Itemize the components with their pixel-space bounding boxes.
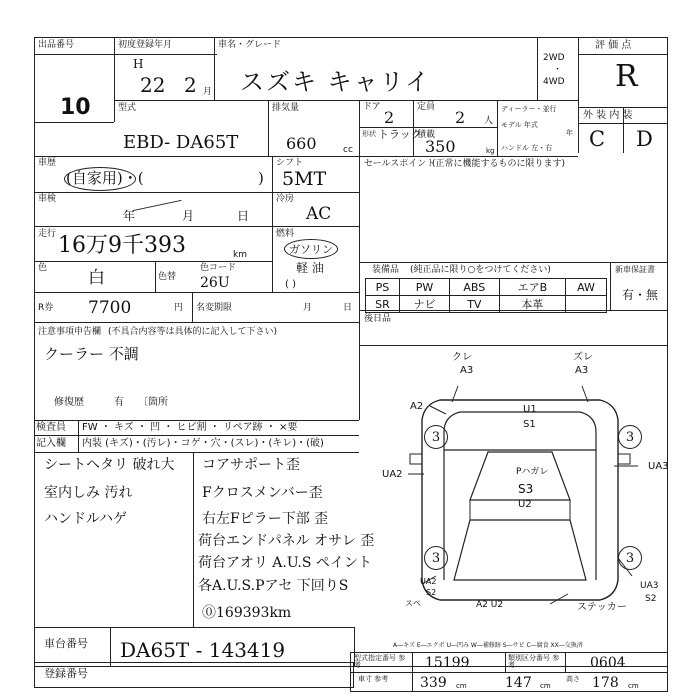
inspection-day: 日 xyxy=(237,209,250,223)
fuel-label: 燃料 xyxy=(276,229,295,239)
history-label: 車歴 xyxy=(38,158,57,168)
inspection-year: 年 xyxy=(123,209,136,223)
reg-number-label: 登録番号 xyxy=(44,667,88,680)
equip-aw: AW xyxy=(566,279,607,296)
dmg-a3-right: A3 xyxy=(575,365,589,376)
chassis-number: DA65T - 143419 xyxy=(120,638,286,662)
tire-rear-left: 3 xyxy=(424,546,448,570)
kg-unit: kg xyxy=(486,147,495,155)
load-label: 積載 xyxy=(417,130,436,140)
note-pillar: 右左Fピラー下部 歪 xyxy=(202,511,329,527)
entry-label: 記入欄 xyxy=(36,438,66,449)
ext-int-label: 外 装 内 装 xyxy=(583,110,633,121)
width-unit: cm xyxy=(540,682,551,690)
recycle-label: R券 xyxy=(38,303,54,313)
name-change-day: 日 xyxy=(343,303,353,313)
year-unit: 年 xyxy=(566,129,573,137)
dmg-sticker-right: ステッカー xyxy=(577,602,627,613)
repair-label: 修復歴 xyxy=(54,397,84,408)
dmg-spe: スペ xyxy=(405,599,421,608)
equip-empty xyxy=(566,296,607,313)
repair-value: 有 xyxy=(114,397,124,408)
drive-4wd: 4WD xyxy=(543,77,565,87)
capacity: 2 xyxy=(455,108,466,127)
body-shape: トラック xyxy=(378,128,422,141)
drive-2wd: 2WD xyxy=(543,53,565,63)
mileage-label: 走行 xyxy=(38,229,57,239)
equip-navi: ナビ xyxy=(399,296,449,313)
equipment-hint: (純正品に限り○をつけてください) xyxy=(410,265,551,275)
doors-label: ドア xyxy=(363,102,381,112)
load-capacity: 350 xyxy=(425,137,456,156)
lot-number: 10 xyxy=(60,95,91,120)
aircon-value: AC xyxy=(306,204,332,224)
dmg-u1: U1 xyxy=(523,404,537,415)
equipment-label: 装備品 xyxy=(372,265,400,275)
category-number: 0604 xyxy=(590,655,626,671)
score: R xyxy=(615,59,638,94)
equip-leather: 本革 xyxy=(499,296,565,313)
inspection-label: 車検 xyxy=(38,194,57,204)
fuel-diesel: 軽 油 xyxy=(296,261,324,275)
drive-dot: ・ xyxy=(553,65,563,75)
handle-label: ハンドル 左・右 xyxy=(501,144,553,152)
equip-tv: TV xyxy=(449,296,499,313)
doors: 2 xyxy=(384,108,395,127)
note-each: 各A.U.S.Pアセ 下回りS xyxy=(198,578,349,594)
repair-location: 〔箇所 xyxy=(138,397,168,408)
dealer-label: ディーラー・並行 xyxy=(501,105,557,113)
after-label: 後日品 xyxy=(364,314,392,324)
note-handle: ハンドルハゲ xyxy=(44,511,128,527)
person-unit: 人 xyxy=(484,116,494,126)
displacement-label: 排気量 xyxy=(272,103,300,113)
equip-abs: ABS xyxy=(449,279,499,296)
fuel-other: ( ) xyxy=(285,279,296,290)
dmg-s2-left: S2 xyxy=(426,588,437,597)
dmg-ua3-right: UA3 xyxy=(648,461,669,472)
dmg-p-hagare: Pハガレ xyxy=(516,467,549,477)
dmg-kure: クレ xyxy=(452,352,472,363)
first-reg-label: 初度登録年月 xyxy=(118,40,173,50)
car-name: スズキ キャリイ xyxy=(240,68,431,96)
dmg-a3-left: A3 xyxy=(460,365,474,376)
check-items: FW ・ キズ ・ 凹 ・ ヒビ割 ・ リペア跡 ・ ×要 xyxy=(82,422,298,433)
dmg-s3: S3 xyxy=(518,482,534,496)
note-aori: 荷台アオリ A.U.S ペイント xyxy=(198,555,372,571)
width-value: 147 xyxy=(505,675,532,691)
capacity-label: 定員 xyxy=(417,102,436,112)
note-core-support: コアサポート歪 xyxy=(202,457,300,473)
history-close: ) xyxy=(258,169,264,187)
color-change-label: 色替 xyxy=(158,272,177,282)
length-value: 339 xyxy=(420,675,447,691)
type-label: 型式 xyxy=(118,103,137,113)
height-unit: cm xyxy=(628,682,639,690)
note-end-panel: 荷台エンドパネル オサレ 歪 xyxy=(198,533,375,549)
yen-unit: 円 xyxy=(174,303,184,313)
type-spec-number: 15199 xyxy=(425,655,470,671)
mileage-value: 16万9千393 xyxy=(58,233,186,258)
score-label: 評 価 点 xyxy=(595,40,632,51)
model-year-label: モデル 年式 xyxy=(501,121,538,129)
reg-month: 2 xyxy=(184,73,197,97)
tire-front-left: 3 xyxy=(424,425,448,449)
color-value: 白 xyxy=(88,268,105,288)
equipment-row-2 xyxy=(366,296,607,313)
equip-pw: PW xyxy=(399,279,449,296)
dims-label: 車寸 参考 xyxy=(358,675,389,683)
reg-number-box xyxy=(34,662,354,688)
km-unit: km xyxy=(233,250,247,260)
warranty-label: 新車保証書 xyxy=(615,265,655,274)
model-label: 車名・グレード xyxy=(218,40,282,50)
shape-label: 形状 xyxy=(362,130,376,138)
dmg-zure: ズレ xyxy=(573,352,593,363)
shift-label: シフト xyxy=(276,158,304,168)
aircon-label: 冷房 xyxy=(276,194,295,204)
dmg-u2: U2 xyxy=(518,499,532,510)
inspection-month: 月 xyxy=(182,209,195,223)
era: H xyxy=(133,57,144,71)
sales-point-hint: (正常に機能するものに限ります) xyxy=(432,159,566,169)
dmg-ua2-left: UA2 xyxy=(382,469,403,480)
category-label: 類別区分番号 参考 xyxy=(508,654,560,669)
fuel-gasoline: ガソリン xyxy=(284,239,338,259)
dmg-a2-front: A2 xyxy=(410,401,424,412)
dmg-ua3-rear: UA3 xyxy=(640,581,659,591)
dmg-s1: S1 xyxy=(523,419,536,430)
month-unit: 月 xyxy=(203,87,213,97)
notice-label: 注意事項申告欄 xyxy=(38,327,102,337)
tire-front-right: 3 xyxy=(618,425,642,449)
recycle-fee: 7700 xyxy=(88,298,132,318)
displacement: 660 xyxy=(286,134,317,153)
type-spec-label: 型式指定番号 参考 xyxy=(354,654,406,669)
note-seat: シートヘタリ 破れ大 xyxy=(44,457,175,473)
chassis-label: 車台番号 xyxy=(44,637,88,650)
interior-grade: D xyxy=(636,127,653,151)
exterior-grade: C xyxy=(589,127,606,151)
history-circle xyxy=(64,167,136,191)
equipment-row-1 xyxy=(366,279,607,296)
equip-sr: SR xyxy=(366,296,400,313)
damage-legend: A―キズ E―エクボ U―凹み W―補修跡 S―サビ C―腐食 XX―交換済 xyxy=(393,642,583,649)
height-value: 178 xyxy=(592,675,619,691)
check-label: 検査員 xyxy=(36,422,66,433)
model-type: EBD- DA65T xyxy=(123,132,239,153)
note-odometer: ⓪169393km xyxy=(202,605,292,621)
dmg-a2-u2-rear: A2 U2 xyxy=(476,600,504,610)
sales-point-label: セールスポイント xyxy=(364,159,436,169)
shift-value: 5MT xyxy=(282,168,327,190)
color-label: 色 xyxy=(38,263,48,273)
equip-airbag: エアB xyxy=(499,279,565,296)
color-code: 26U xyxy=(200,275,230,291)
height-label: 高さ xyxy=(566,675,580,683)
name-change-label: 名変期限 xyxy=(196,303,233,313)
tire-rear-right: 3 xyxy=(618,546,642,570)
cc-unit: cc xyxy=(343,145,353,155)
history-value: (自家用)・( xyxy=(66,169,144,187)
warranty-value: 有・無 xyxy=(622,288,659,302)
lot-no-label: 出品番号 xyxy=(38,40,75,50)
color-code-label: 色コード xyxy=(200,263,237,273)
length-unit: cm xyxy=(456,682,467,690)
entry-items: 内装 (キズ)・(汚レ)・コゲ・穴・(スレ)・(キレ)・(破) xyxy=(82,438,324,449)
note-cross-member: Fクロスメンバー歪 xyxy=(202,485,323,501)
equip-ps: PS xyxy=(366,279,400,296)
equipment-table xyxy=(365,278,607,313)
notice-hint: (不具合内容等は具体的に記入して下さい) xyxy=(108,327,278,337)
reg-year: 22 xyxy=(140,73,166,97)
dmg-ua2-rear: UA2 xyxy=(420,577,437,586)
dmg-s2-right: S2 xyxy=(645,594,657,604)
note-stain: 室内しみ 汚れ xyxy=(44,485,133,501)
notice-text: クーラー 不調 xyxy=(44,345,139,363)
name-change-month: 月 xyxy=(303,303,313,313)
